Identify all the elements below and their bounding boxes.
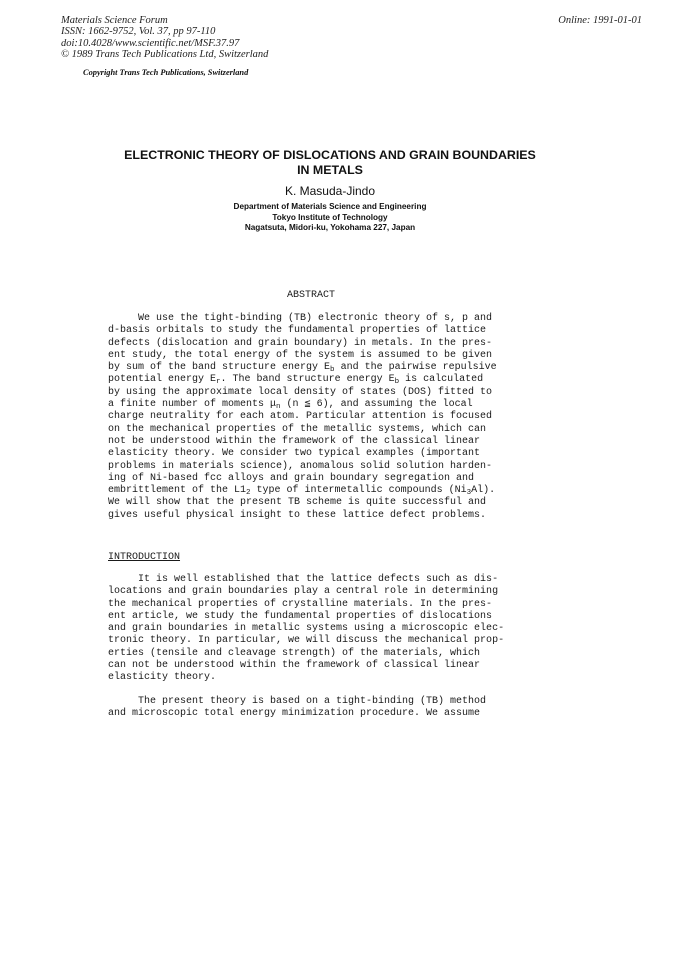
abstract-line-text: . The band structure energy E [220,374,395,386]
publisher-copyright: © 1989 Trans Tech Publications Ltd, Switzerland [61,49,269,61]
abstract-line-text: a finite number of moments μ [108,399,277,411]
abstract-line: We use the tight-binding (TB) electronic theory of s, p and [108,313,493,324]
abstract-line: elasticity theory. We consider two typical examples (important [108,448,481,460]
intro-line: locations and grain boundaries play a central role in determining [108,586,499,598]
abstract-line: d-basis orbitals to study the fundamental properties of lattice [108,325,487,337]
subscript: 2 [246,489,251,498]
abstract-text [108,313,548,522]
subscript: n [276,403,281,412]
intro-line: and grain boundaries in metallic systems using a microscopic elec- [108,623,505,635]
abstract-line-text: is calculated [399,374,484,386]
subscript: b [394,378,400,387]
introduction-text [108,574,548,720]
publication-info [61,15,268,61]
abstract-line-text: potential energy E [108,374,217,386]
affiliation-address: Nagatsuta, Midori-ku, Yokohama 227, Japan [244,223,416,232]
copyright-notice: Copyright Trans Tech Publications, Switzerland [83,68,249,77]
subscript: r [216,378,221,387]
abstract-line [108,362,548,374]
issn-volume: ISSN: 1662-9752, Vol. 37, pp 97-110 [61,26,216,38]
abstract-line: defects (dislocation and grain boundary) in metals. In the pres- [108,337,493,349]
subscript: 3 [466,489,472,498]
abstract-line-text: Al). [471,485,496,497]
intro-line: can not be understood within the framework of classical linear [108,660,481,672]
introduction-paragraph-2 [108,696,548,721]
intro-line: and microscopic total energy minimization procedure. We assume [108,707,481,719]
abstract-heading: ABSTRACT [287,290,336,301]
doi: doi:10.4028/www.scientific.net/MSF.37.97 [61,37,240,49]
abstract-line: problems in materials science), anomalous solid solution harden- [108,460,493,472]
abstract-line [108,374,548,386]
abstract-line: on the mechanical properties of the metallic systems, which can [108,423,487,435]
intro-line: elasticity theory. [108,672,217,684]
abstract-line: charge neutrality for each atom. Particular attention is focused [108,411,493,423]
subscript: b [330,366,335,375]
abstract-line-text: by sum of the band structure energy E [108,362,331,374]
intro-line: ent article, we study the fundamental properties of dislocations [108,610,493,622]
abstract-line: We will show that the present TB scheme is quite successful and [108,497,487,509]
abstract-line-text: type of intermetallic compounds (Ni [250,485,467,497]
affiliation-department: Department of Materials Science and Engineering [233,202,427,211]
abstract-line: by using the approximate local density of states (DOS) fitted to [108,386,493,398]
abstract-line: ing of Ni-based fcc alloys and grain boundary segregation and [108,472,475,484]
introduction-heading: INTRODUCTION [108,552,181,563]
abstract-line-text: (n ≦ 6), and assuming the local [280,399,473,411]
intro-line: tronic theory. In particular, we will discuss the mechanical prop- [108,635,505,647]
intro-line: The present theory is based on a tight-binding (TB) method [108,695,487,707]
author-name: K. Masuda-Jindo [284,184,376,198]
online-date: Online: 1991-01-01 [558,15,642,26]
abstract-line: ent study, the total energy of the system is assumed to be given [108,349,493,361]
abstract-line-text: embrittlement of the L1 [108,485,247,497]
abstract-line: not be understood within the framework of the classical linear [108,435,481,447]
title-line-2: IN METALS [297,163,363,177]
intro-line: It is well established that the lattice defects such as dis- [108,574,499,585]
intro-line: the mechanical properties of crystalline materials. In the pres- [108,598,493,610]
abstract-line: gives useful physical insight to these lattice defect problems. [108,509,487,521]
paper-title [100,148,560,178]
intro-line: erties (tensile and cleavage strength) of the materials, which [108,647,481,659]
title-line-1: ELECTRONIC THEORY OF DISLOCATIONS AND GRAIN BOUNDARIES [124,148,536,162]
affiliation-institute: Tokyo Institute of Technology [272,212,388,222]
abstract-line [108,485,548,497]
abstract-line [108,399,548,411]
journal-name: Materials Science Forum [61,15,168,26]
abstract-line-text: and the pairwise repulsive [334,362,497,374]
author-affiliation [100,202,560,234]
introduction-paragraph-1 [108,574,548,685]
